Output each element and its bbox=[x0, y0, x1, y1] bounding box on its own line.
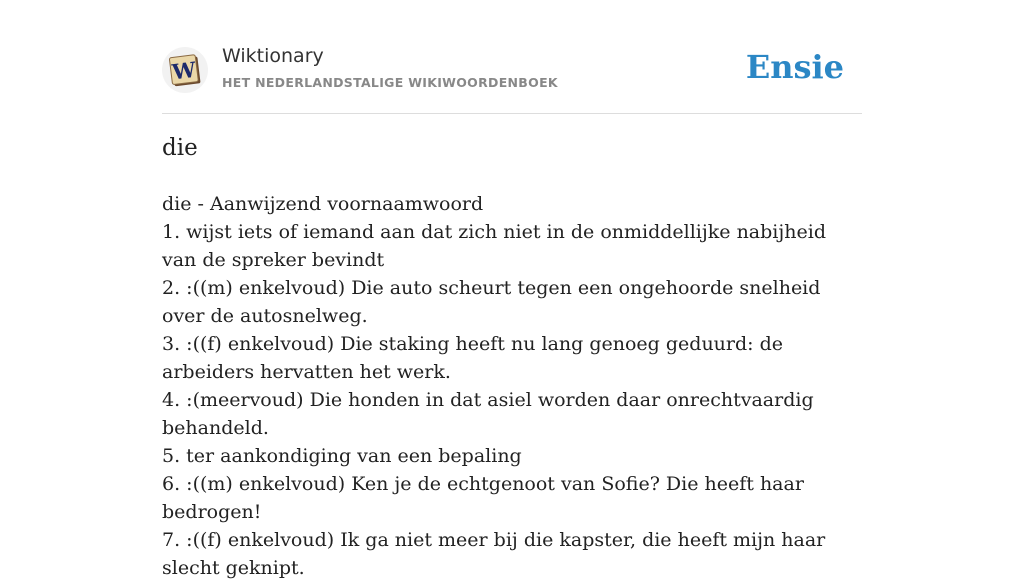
site-subtitle: HET NEDERLANDSTALIGE WIKIWOORDENBOEK bbox=[222, 75, 558, 90]
ensie-brand-logo[interactable]: Ensie bbox=[745, 48, 844, 86]
definition-line: 3. :((f) enkelvoud) Die staking heeft nu lang genoeg geduurd: de arbeiders hervatten het werk. bbox=[162, 333, 784, 383]
definition-line: 1. wijst iets of iemand aan dat zich niet in de onmiddellijke nabijheid van de spreker bevindt bbox=[162, 221, 826, 271]
svg-text:W: W bbox=[170, 56, 198, 85]
wiktionary-logo-icon[interactable] bbox=[162, 47, 208, 93]
entry-card bbox=[162, 0, 862, 579]
definition-heading: die - Aanwijzend voornaamwoord bbox=[162, 193, 484, 215]
definition-body bbox=[162, 190, 852, 582]
definition-line: 4. :(meervoud) Die honden in dat asiel worden daar onrechtvaardig behandeld. bbox=[162, 389, 814, 439]
definition-line: 7. :((f) enkelvoud) Ik ga niet meer bij die kapster, die heeft mijn haar slecht geknipt. bbox=[162, 529, 826, 579]
definition-line: 6. :((m) enkelvoud) Ken je de echtgenoot van Sofie? Die heeft haar bedrogen! bbox=[162, 473, 804, 523]
page-title: die bbox=[162, 135, 198, 161]
site-title[interactable]: Wiktionary bbox=[222, 45, 324, 67]
definition-line: 2. :((m) enkelvoud) Die auto scheurt tegen een ongehoorde snelheid over de autosnelweg. bbox=[162, 277, 821, 327]
definition-line: 5. ter aankondiging van een bepaling bbox=[162, 445, 522, 467]
site-header bbox=[162, 0, 862, 114]
